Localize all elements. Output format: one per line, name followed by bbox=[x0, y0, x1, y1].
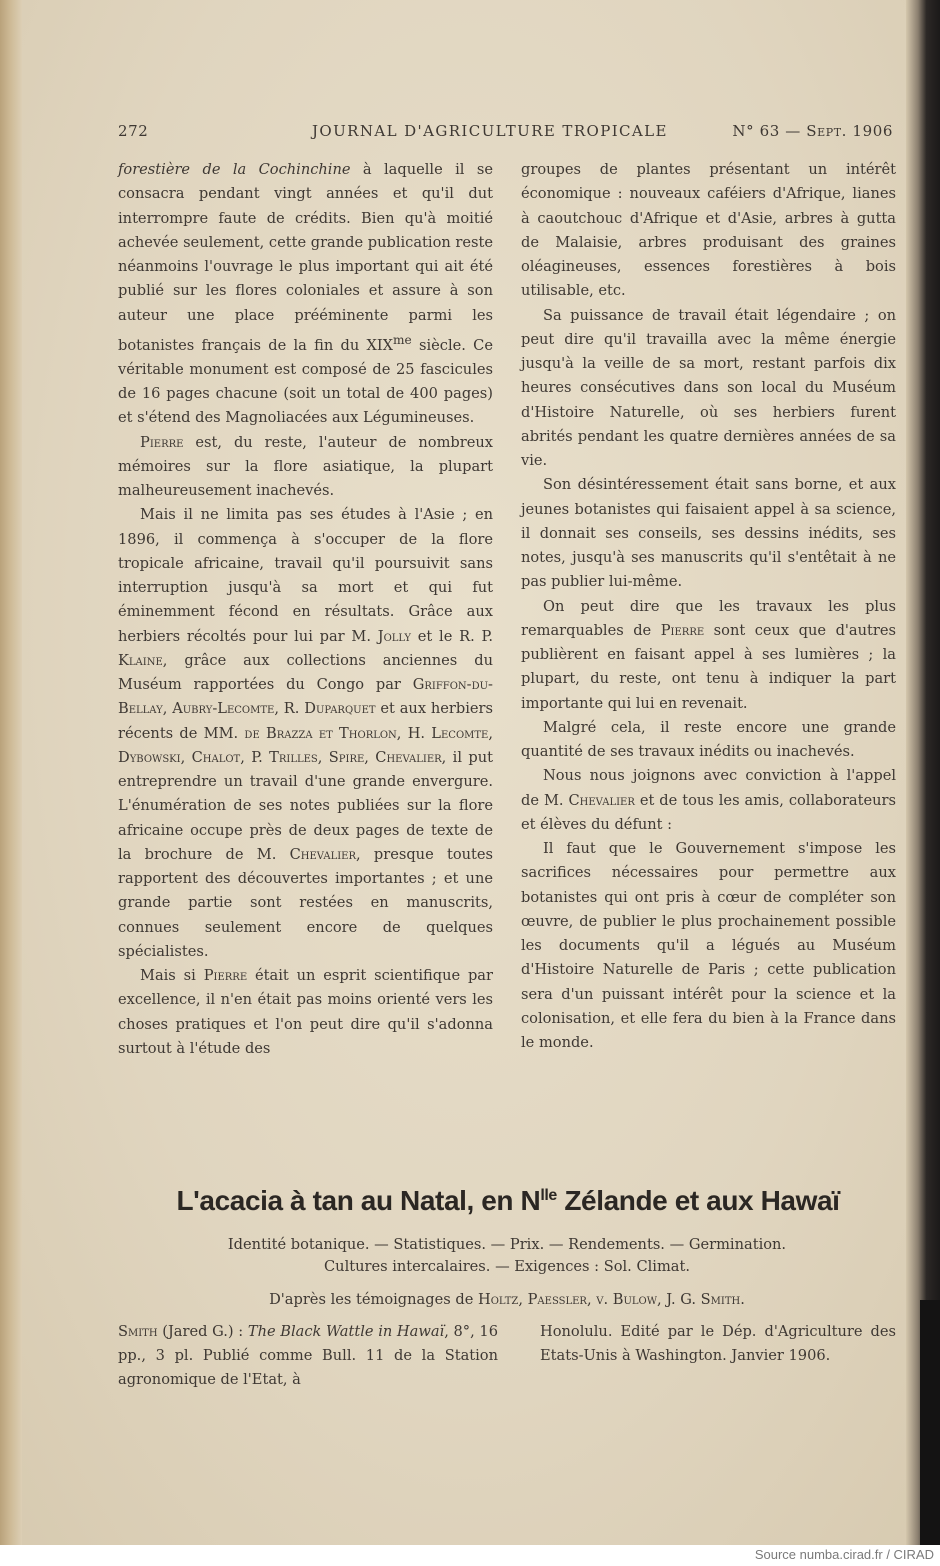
binding-shadow bbox=[0, 0, 22, 1545]
running-head bbox=[118, 122, 893, 144]
paragraph: Mais il ne limita pas ses études à l'Asie ; en 1896, il commença à s'occuper de la flore tropicale africaine, travail qu'il poursuivit sans interruption jusqu'à sa mort et qui fut éminemment fécond en résultats. Grâce aux herbiers récoltés pour lui par M. Jolly et le R. P. Klaine, grâce aux collections anciennes du Muséum rapportées du Congo par Griffon-du-Bellay, Aubry-Lecomte, R. Duparquet et aux herbiers récents de MM. de Brazza et Thorlon, H. Lecomte, Dybowski, Chalot, P. Trilles, Spire, Chevalier, il put entreprendre un travail d'une grande envergure. L'énumération de ses notes publiées sur la flore africaine occupe près de deux pages de texte de la brochure de M. Chevalier, presque toutes rapportent des découvertes importantes ; et une grande partie sont restées en manuscrits, connues seulement encore de quelques spécialistes. bbox=[118, 506, 494, 960]
article-title: L'acacia à tan au Natal, en $N^{lle}$ Zélande et aux Hawaï bbox=[176, 1185, 840, 1216]
reference-text: Honolulu. Edité par le Dép. d'Agriculture des Etats-Unis à Washington. Janvier 1906. bbox=[540, 1323, 896, 1364]
paragraph: Mais si Pierre était un esprit scientifique par excellence, il n'en était pas moins orienté vers les choses pratiques et l'on peut dire qu'il s'adonna surtout à l'étude des bbox=[118, 967, 493, 1057]
reference-right bbox=[540, 1320, 896, 1368]
paragraph: Pierre est, du reste, l'auteur de nombreux mémoires sur la flore asiatique, la plupart malheureusement inachevés. bbox=[118, 433, 493, 500]
article-sources: D'après les témoignages de Holtz, Paessler, v. Bulow, J. G. Smith. bbox=[269, 1291, 745, 1308]
paragraph: On peut dire que les travaux les plus remarquables de Pierre sont ceux que d'autres publièrent en faisant appel à ses lumières ; la plupart, du reste, ont tenu à indiquer la part importante qui lui en revenait. bbox=[521, 597, 896, 712]
source-credit: Source numba.cirad.fr / CIRAD bbox=[754, 1547, 934, 1562]
journal-title: JOURNAL D'AGRICULTURE TROPICALE bbox=[312, 122, 668, 140]
article-subtitle: Cultures intercalaires. — Exigences : Sol. Climat. bbox=[324, 1258, 690, 1275]
paragraph: Sa puissance de travail était légendaire ; on peut dire qu'il travailla avec la même énergie jusqu'à la veille de sa mort, restant parfois dix heures consécutives dans son local du Muséum d'Histoire Naturelle, où ses herbiers furent abrités pendant les quatre dernières années de sa vie. bbox=[521, 306, 896, 469]
paragraph: Son désintéressement était sans borne, et aux jeunes botanistes qui faisaient appel à sa science, il donnait ses conseils, ses dessins inédits, ses notes, jusqu'à ses manuscrits qu'il s'entêtait à ne pas publier lui-même. bbox=[521, 476, 896, 591]
paragraph: Il faut que le Gouvernement s'impose les sacrifices nécessaires pour permettre aux botanistes qui ont pris à cœur de compléter son œuvre, de publier le plus prochainement possible les documents qu'il a légués au Muséum d'Histoire Naturelle de Paris ; cette publication sera d'un puissant intérêt pour la science et la colonisation, et elle fera du bien à la France dans le monde. bbox=[521, 840, 896, 1051]
paragraph: forestière de la Cochinchine à laquelle il se consacra pendant vingt années et qu'il dut interrompre faute de crédits. Bien qu'à moitié achevée seulement, cette grande publication reste néanmoins l'ouvrage le plus important qui ait été publié sur les flores coloniales et assure à son auteur une place prééminente parmi les botanistes français de la fin du $XIX^{me}$ siècle. Ce véritable monument est composé de 25 fascicules de 16 pages chacune (soit un total de 400 pages) et s'étend des Magnoliacées aux Légumineuses. bbox=[118, 161, 494, 427]
article-subtitle: Identité botanique. — Statistiques. — Prix. — Rendements. — Germination. bbox=[227, 1236, 787, 1253]
page-number: 272 bbox=[118, 122, 149, 140]
reference-text: Smith (Jared G.) : The Black Wattle in Hawaï, 8°, 16 pp., 3 pl. Publié comme Bull. 11 de la Station agronomique de l'Etat, à bbox=[118, 1323, 498, 1388]
issue-date: N° 63 — Sept. 1906 bbox=[732, 122, 893, 140]
paragraph: groupes de plantes présentant un intérêt économique : nouveaux caféiers d'Afrique, lianes à caoutchouc d'Afrique et d'Asie, arbres à gutta de Malaisie, arbres produisant des graines oléagineuses, essences forestières à bois utilisable, etc. bbox=[521, 161, 896, 300]
page-edge-dark bbox=[920, 1300, 940, 1545]
paragraph: Malgré cela, il reste encore une grande quantité de ses travaux inédits ou inachevés. bbox=[521, 718, 896, 760]
text-column-right bbox=[521, 158, 896, 1055]
reference-left bbox=[118, 1320, 498, 1392]
paragraph: Nous nous joignons avec conviction à l'appel de M. Chevalier et de tous les amis, collaborateurs et élèves du défunt : bbox=[521, 767, 896, 833]
text-column-left bbox=[118, 158, 493, 1061]
